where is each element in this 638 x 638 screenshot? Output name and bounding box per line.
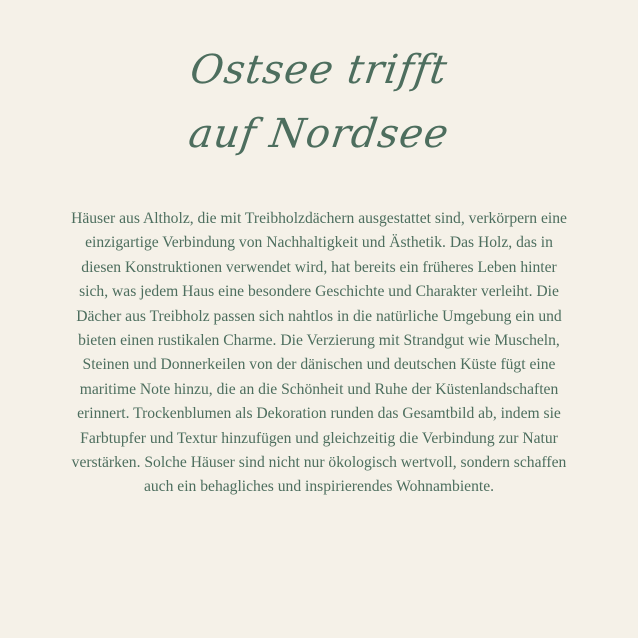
title-line-1: Ostsee trifft	[187, 47, 451, 93]
body-paragraph: Häuser aus Altholz, die mit Treibholzdächern ausgestattet sind, verkörpern eine einzigartige Verbindung von Nachhaltigkeit und Ästhetik. Das Holz, das in diesen Konstruktionen verwendet wird, hat bereits ein früheres Leben hinter sich, was jedem Haus eine besondere Geschichte und Charakter verleiht. Die Dächer aus Treibholz passen sich nahtlos in die natürliche Umgebung ein und bieten einen rustikalen Charme. Die Verzierung mit Strandgut wie Muscheln, Steinen und Donnerkeilen von der dänischen und deutschen Küste fügt eine maritime Note hinzu, die an die Schönheit und Ruhe der Küstenlandschaften erinnert. Trockenblumen als Dekoration runden das Gesamtbild ab, indem sie Farbtupfer und Textur hinzufügen und gleichzeitig die Verbindung zur Natur verstärken. Solche Häuser sind nicht nur ökologisch wertvoll, sondern schaffen auch ein behagliches und inspirierendes Wohnambiente.	[71, 210, 567, 496]
title-line-2: auf Nordsee	[185, 111, 453, 157]
